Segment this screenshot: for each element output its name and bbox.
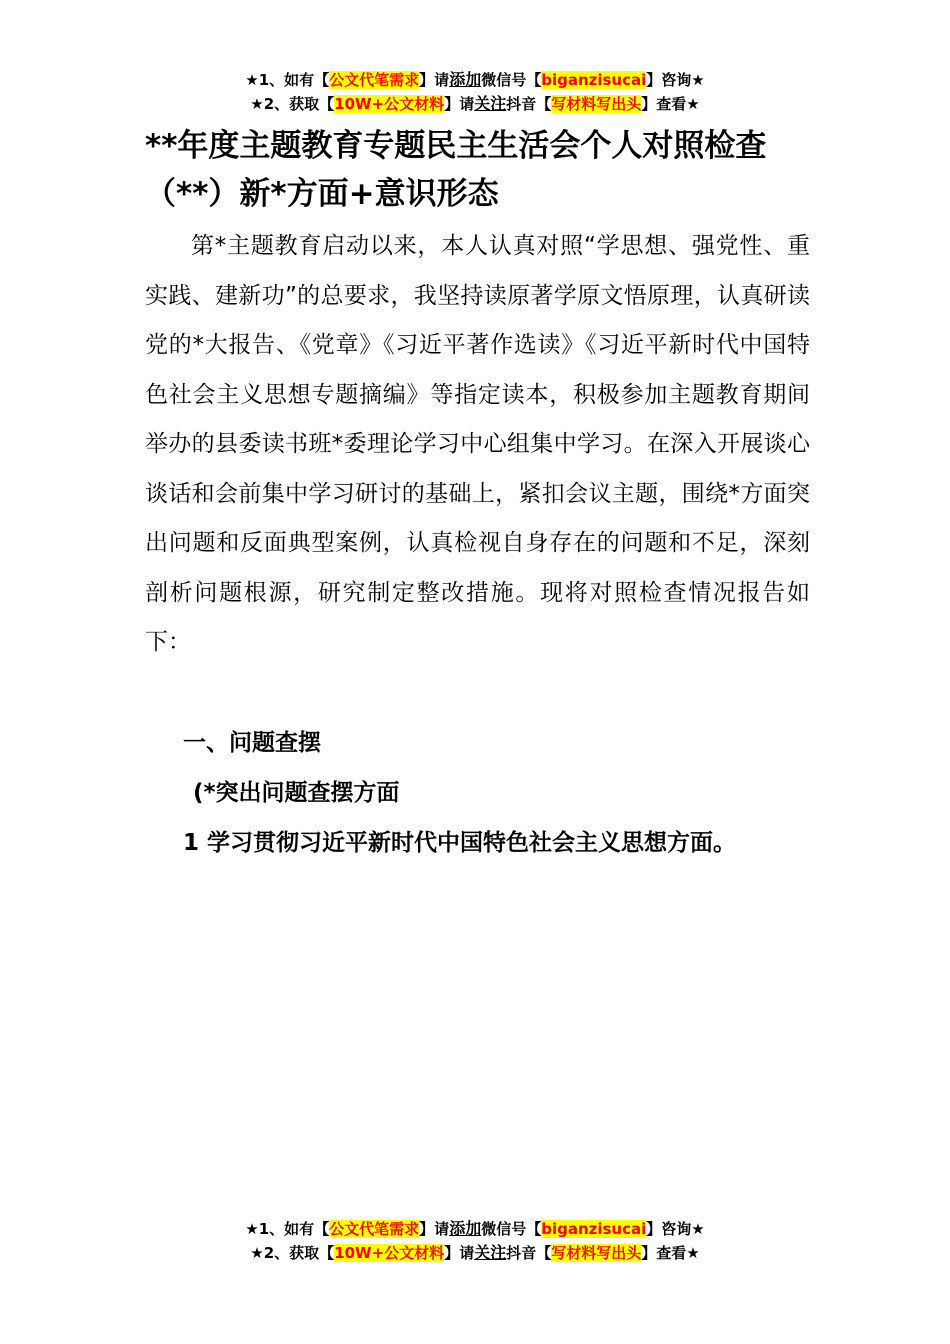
subsection-heading: (*突出问题查摆方面 bbox=[193, 780, 400, 806]
footer-banner bbox=[0, 1217, 950, 1265]
highlight-service: 公文代笔需求 bbox=[329, 71, 420, 89]
banner-line-2: ★2、获取【10W+公文材料】请关注抖音【写材料写出头】查看★ bbox=[250, 1243, 700, 1262]
highlight-douyin: 写材料写出头 bbox=[551, 1244, 642, 1262]
header-banner bbox=[0, 68, 950, 116]
body-paragraph: 第*主题教育启动以来，本人认真对照“学思想、强党性、重实践、建新功”的总要求，我坚持读原著学原文悟原理，认真研读党的*大报告、《党章》《习近平著作选读》《习近平新时代中国特色社会主义思想专题摘编》等指定读本，积极参加主题教育期间举办的县委读书班*委理论学习中心组集中学习。在深入开展谈心谈话和会前集中学习研讨的基础上，紧扣会议主题，围绕*方面突出问题和反面典型案例，认真检视自身存在的问题和不足，深刻剖析问题根源，研究制定整改措施。现将对照检查情况报告如下： bbox=[145, 233, 810, 655]
section-heading: 一、问题查摆 bbox=[183, 730, 321, 756]
highlight-douyin: 写材料写出头 bbox=[551, 95, 642, 113]
banner-line-1: ★1、如有【公文代笔需求】请添加微信号【biganzisucai】咨询★ bbox=[245, 70, 705, 89]
highlight-wechat-id: biganzisucai bbox=[541, 71, 647, 89]
banner-line-1: ★1、如有【公文代笔需求】请添加微信号【biganzisucai】咨询★ bbox=[245, 1219, 705, 1238]
highlight-materials: 10W+公文材料 bbox=[334, 95, 445, 113]
highlight-wechat-id: biganzisucai bbox=[541, 1220, 647, 1238]
document-title: **年度主题教育专题民主生活会个人对照检查（**）新*方面+意识形态 bbox=[145, 128, 767, 212]
banner-line-2: ★2、获取【10W+公文材料】请关注抖音【写材料写出头】查看★ bbox=[250, 94, 700, 113]
item-heading: 1 学习贯彻习近平新时代中国特色社会主义思想方面。 bbox=[183, 830, 737, 856]
highlight-materials: 10W+公文材料 bbox=[334, 1244, 445, 1262]
highlight-service: 公文代笔需求 bbox=[329, 1220, 420, 1238]
